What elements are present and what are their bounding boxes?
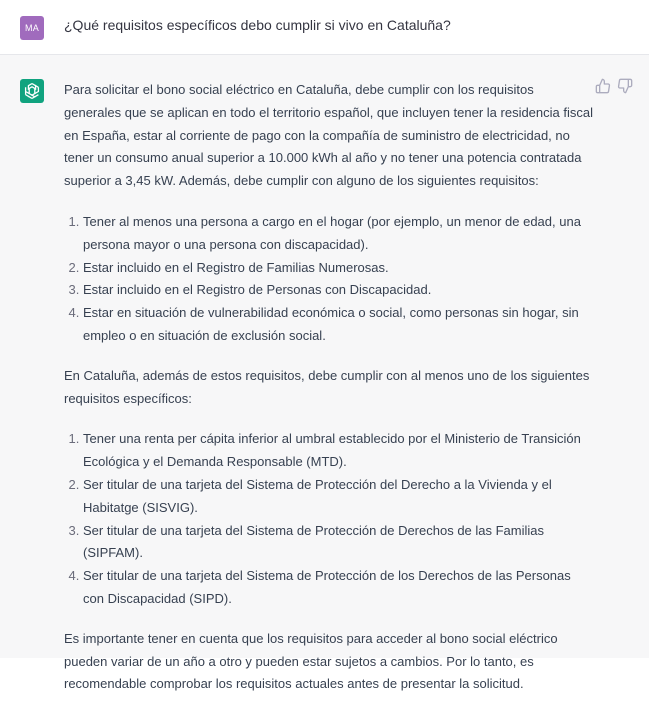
list-item: 4. Ser titular de una tarjeta del Sistema de Protección de los Derechos de las Personas con Discapacidad (SIPD). — [83, 565, 594, 611]
list-item: 4. Estar en situación de vulnerabilidad económica o social, como personas sin hogar, sin empleo o en situación de exclusión social. — [83, 302, 594, 348]
list-item: 3. Estar incluido en el Registro de Personas con Discapacidad. — [83, 279, 594, 302]
thumbs-up-icon — [595, 78, 611, 94]
assistant-message-row — [0, 55, 649, 692]
paragraph-catalonia: En Cataluña, además de estos requisitos, debe cumplir con al menos uno de los siguientes requisitos específicos: — [64, 367, 590, 406]
list-item: 3. Ser titular de una tarjeta del Sistema de Protección de Derechos de las Familias (SIPFAM). — [83, 520, 594, 566]
thumbs-down-button[interactable] — [617, 78, 633, 94]
specific-requirements-list — [64, 428, 594, 610]
assistant-message-content — [64, 79, 594, 714]
thumbs-up-button[interactable] — [595, 78, 611, 94]
user-message-row — [0, 0, 649, 55]
thumbs-down-icon — [617, 78, 633, 94]
list-item: 1. Tener una renta per cápita inferior al umbral establecido por el Ministerio de Transición Ecológica y el Demanda Responsable (MTD). — [83, 428, 594, 474]
list-item: 1. Tener al menos una persona a cargo en el hogar (por ejemplo, un menor de edad, una persona mayor o una persona con discapacidad). — [83, 211, 594, 257]
feedback-buttons — [595, 78, 635, 94]
assistant-avatar — [20, 79, 44, 103]
user-avatar: MA — [20, 16, 44, 40]
general-requirements-list — [64, 211, 594, 348]
openai-logo-icon — [20, 79, 44, 103]
paragraph-intro: Para solicitar el bono social eléctrico en Cataluña, debe cumplir con los requisitos generales que se aplican en todo el territorio español, que incluyen tener la residencia fiscal en España, estar al corriente de pago con la compañía de suministro de electricidad, no tener un consumo anual superior a 10.000 kWh al año y no tener una potencia contratada superior a 3,45 kW. Además, debe cumplir con alguno de los siguientes requisitos: — [64, 82, 593, 189]
paragraph-conclusion: Es importante tener en cuenta que los requisitos para acceder al bono social eléctrico pueden variar de un año a otro y pueden estar sujetos a cambios. Por lo tanto, es recomendable comprobar los requisitos actuales antes de presentar la solicitud. — [64, 630, 558, 692]
list-item: 2. Ser titular de una tarjeta del Sistema de Protección del Derecho a la Vivienda y el Habitatge (SISVIG). — [83, 474, 594, 520]
user-message-text: ¿Qué requisitos específicos debo cumplir si vivo en Cataluña? — [64, 17, 451, 33]
list-item: 2. Estar incluido en el Registro de Familias Numerosas. — [83, 257, 594, 280]
